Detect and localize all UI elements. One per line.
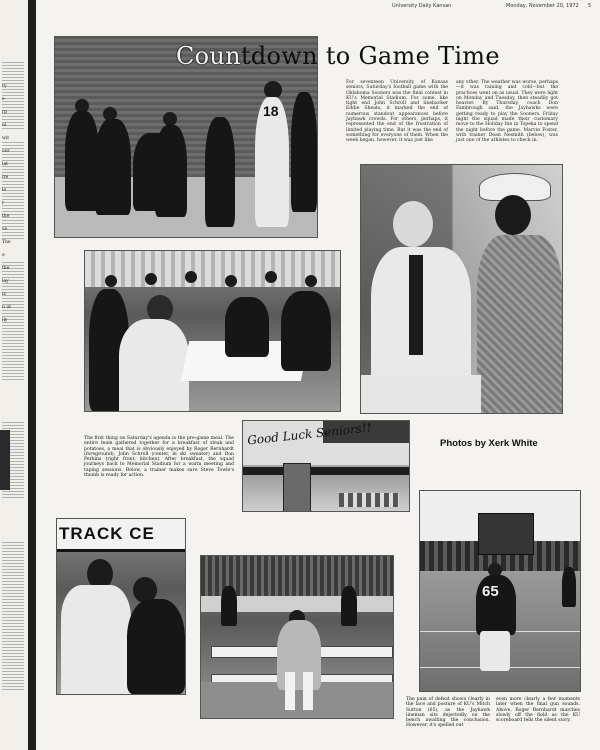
track-banner: TRACK CE (57, 519, 186, 549)
adjacent-fragment: ni (2, 123, 7, 128)
adjacent-photo-fragment (0, 430, 10, 490)
photo-locker-room (242, 420, 410, 512)
headline-overprint-part: Coun (176, 42, 241, 70)
adjacent-fragment: ily (2, 318, 8, 323)
adjacent-fragment: r (2, 201, 5, 206)
adjacent-fragment: n ut (2, 305, 12, 310)
headline (176, 42, 500, 70)
adjacent-fragment: oor (2, 149, 10, 154)
adjacent-fragment: rp (2, 110, 8, 115)
jersey-number: 18 (263, 103, 279, 119)
adjacent-fragment: ve (2, 227, 8, 232)
newspaper-page (36, 0, 600, 750)
wall-sign: Good Luck Seniors!! (246, 420, 373, 448)
caption-defeat-continued: even more clearly a few moments later when the final gun sounds. Above, Roger Bernhardt marches slowly off the field as the KU scoreboard tells the silent story. (496, 697, 580, 724)
locker-room-door (283, 463, 311, 512)
adjacent-fragment: The (2, 240, 11, 245)
photo-check-in (360, 164, 563, 414)
photo-bench (200, 555, 394, 719)
story-column-2: any other. The weather was worse, perhaps—it was raining and cold—but the practices went on as usual. They were light on Monday and Tuesday, then steadily got heavier. By Thursday, coach Don Fambrough said, the Jayhawks were getting ready to play the Sooners. Friday night the squad made their customary move to the Holiday Inn in Topeka to spend the night before the game. Marvin Foster, with trainer Dean Nesmith (below), was just one of the athletes to check in. (456, 80, 558, 144)
paper-name: University Daily Kansan (392, 3, 452, 9)
headline-main-part: tdown to Game Time (240, 42, 500, 70)
adjacent-page-strip (0, 0, 28, 750)
adjacent-fragment: lat (2, 162, 8, 167)
adjacent-fragment: le (2, 188, 7, 193)
photo-walk-off (419, 490, 581, 692)
page-number: 5 (588, 3, 592, 9)
jersey-number: 65 (482, 583, 499, 600)
scoreboard (478, 513, 534, 555)
adjacent-fragment: the (2, 214, 10, 219)
issue-date: Monday, November 20, 1972 (506, 3, 579, 9)
adjacent-fragment: ry (2, 84, 7, 89)
adjacent-fragment: iz (2, 292, 6, 297)
adjacent-fragment: wit (2, 136, 10, 141)
caption-breakfast: The first thing on Saturday's agenda is the pre-game meal. The entire team gathered together for a breakfast of steak and potatoes, a meal that is obviously enjoyed by Roger Bernhardt (foreground), John Schroll (center, in ski sweater) and Don Perkins (right front, kitchen). After breakfast, the squad journeys back to Memorial Stadium for a warm meeting and taping sessions. Below, a trainer makes sure Steve Towle's thumb is ready for action. (84, 436, 234, 479)
story-column-1: For seventeen University of Kansas seniors, Saturday's football game with the Oklahoma Sooners was the final contest in KU's Memorial Stadium. For some, like tight end John Schroll and linebacker Eddie Sheats, it marked the end of numerous standout appearances before Jayhawk crowds. For others, perhaps, it represented the end of the frustration of limited playing time. But it was the end of something for everyone of them. When the week began, however, it was just like (346, 80, 448, 144)
photo-pregame-breakfast (84, 250, 341, 412)
adjacent-fragment: lay (2, 279, 9, 284)
caption-defeat: The pain of defeat shows clearly in the face and posture of KU's Mitch Sutton (65), as the Jayhawk lineman sits dejectedly on the bench awaiting the conclusion. However, it's spelled out (406, 697, 490, 729)
adjacent-fragment: the (2, 266, 10, 271)
photo-credit: Photos by Xerk White (440, 438, 538, 449)
photo-taping (56, 518, 186, 695)
adjacent-fragment: e (2, 97, 5, 102)
adjacent-fragment: ire (2, 175, 9, 180)
adjacent-fragment: e (2, 253, 5, 258)
adjacent-fragment-list (2, 80, 26, 327)
